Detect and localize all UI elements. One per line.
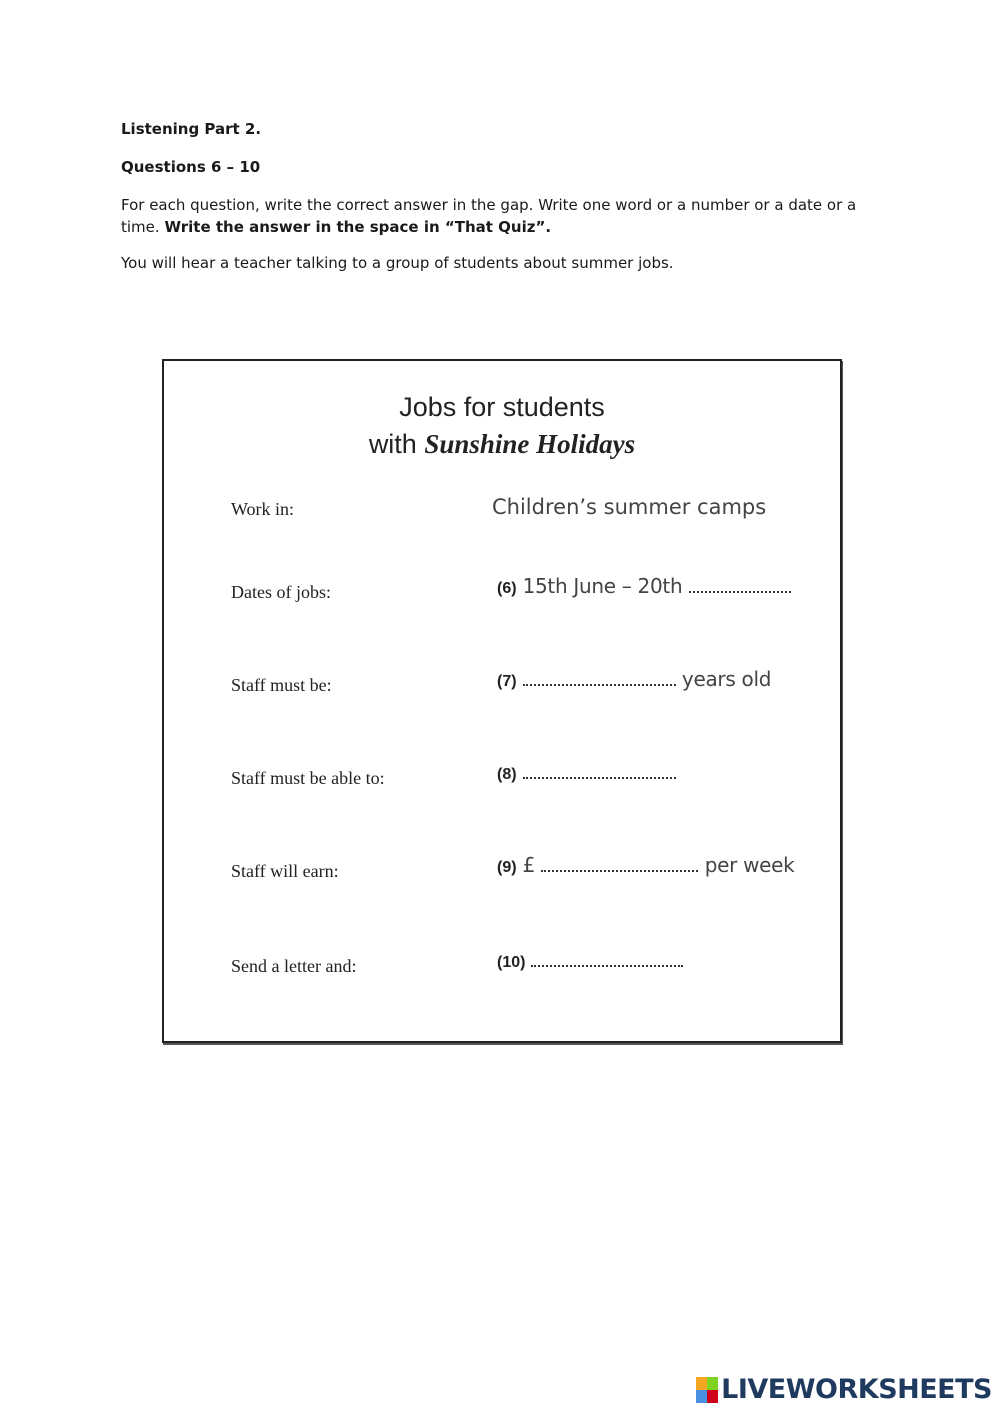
answer-prefix: 15th June – 20th — [522, 574, 683, 598]
logo-text: LIVEWORKSHEETS — [721, 1374, 992, 1405]
form-row-dates — [164, 574, 840, 614]
answer-gap-10[interactable] — [531, 951, 683, 967]
form-title-line1: Jobs for students — [399, 392, 605, 422]
form-row-send — [164, 948, 840, 988]
form-row-earn — [164, 853, 840, 893]
answer-gap-9[interactable] — [541, 856, 698, 872]
instruction-text — [121, 194, 881, 238]
row-label: Staff must be able to: — [231, 768, 385, 788]
form-title-with: with — [368, 429, 417, 459]
instruction-bold: Write the answer in the space in “That Quiz”. — [164, 218, 552, 236]
row-label: Staff will earn: — [231, 861, 339, 881]
answer-gap-7[interactable] — [523, 670, 676, 686]
form-title-line2 — [164, 426, 840, 463]
part-heading: Listening Part 2. — [121, 120, 262, 138]
answer-gap-8[interactable] — [523, 763, 676, 779]
question-number: (8) — [497, 766, 517, 783]
logo-square — [696, 1377, 707, 1390]
answer-suffix: per week — [704, 853, 795, 877]
form-row-work-in — [164, 491, 840, 531]
answer-7 — [497, 667, 771, 691]
form-row-age — [164, 667, 840, 707]
brand-name: Sunshine Holidays — [424, 429, 636, 459]
instruction-plain: For each question, write the correct answer in the gap. Write one word or a number or a date or a time. — [121, 196, 857, 236]
row-label: Send a letter and: — [231, 956, 357, 976]
question-number: (7) — [497, 673, 517, 690]
form-row-ability — [164, 760, 840, 800]
currency-symbol: £ — [522, 853, 535, 877]
logo-square — [696, 1390, 707, 1403]
row-label: Work in: — [231, 499, 295, 519]
questions-heading: Questions 6 – 10 — [121, 158, 261, 176]
question-number: (6) — [497, 580, 517, 597]
form-title — [164, 389, 840, 463]
liveworksheets-logo — [696, 1374, 992, 1405]
answer-9 — [497, 853, 794, 877]
answer-8 — [497, 760, 676, 784]
job-form — [162, 359, 842, 1043]
context-text: You will hear a teacher talking to a group of students about summer jobs. — [121, 254, 674, 272]
logo-square — [707, 1377, 718, 1390]
answer-10 — [497, 948, 683, 972]
logo-icon — [696, 1377, 718, 1403]
given-answer: Children’s summer camps — [492, 495, 767, 519]
logo-square — [707, 1390, 718, 1403]
question-number: (9) — [497, 859, 517, 876]
question-number: (10) — [497, 954, 526, 971]
instructions — [121, 118, 881, 274]
answer-suffix: years old — [681, 667, 772, 691]
answer-6 — [497, 574, 791, 598]
answer-gap-6[interactable] — [689, 577, 791, 593]
row-label: Dates of jobs: — [231, 582, 331, 602]
row-label: Staff must be: — [231, 675, 332, 695]
